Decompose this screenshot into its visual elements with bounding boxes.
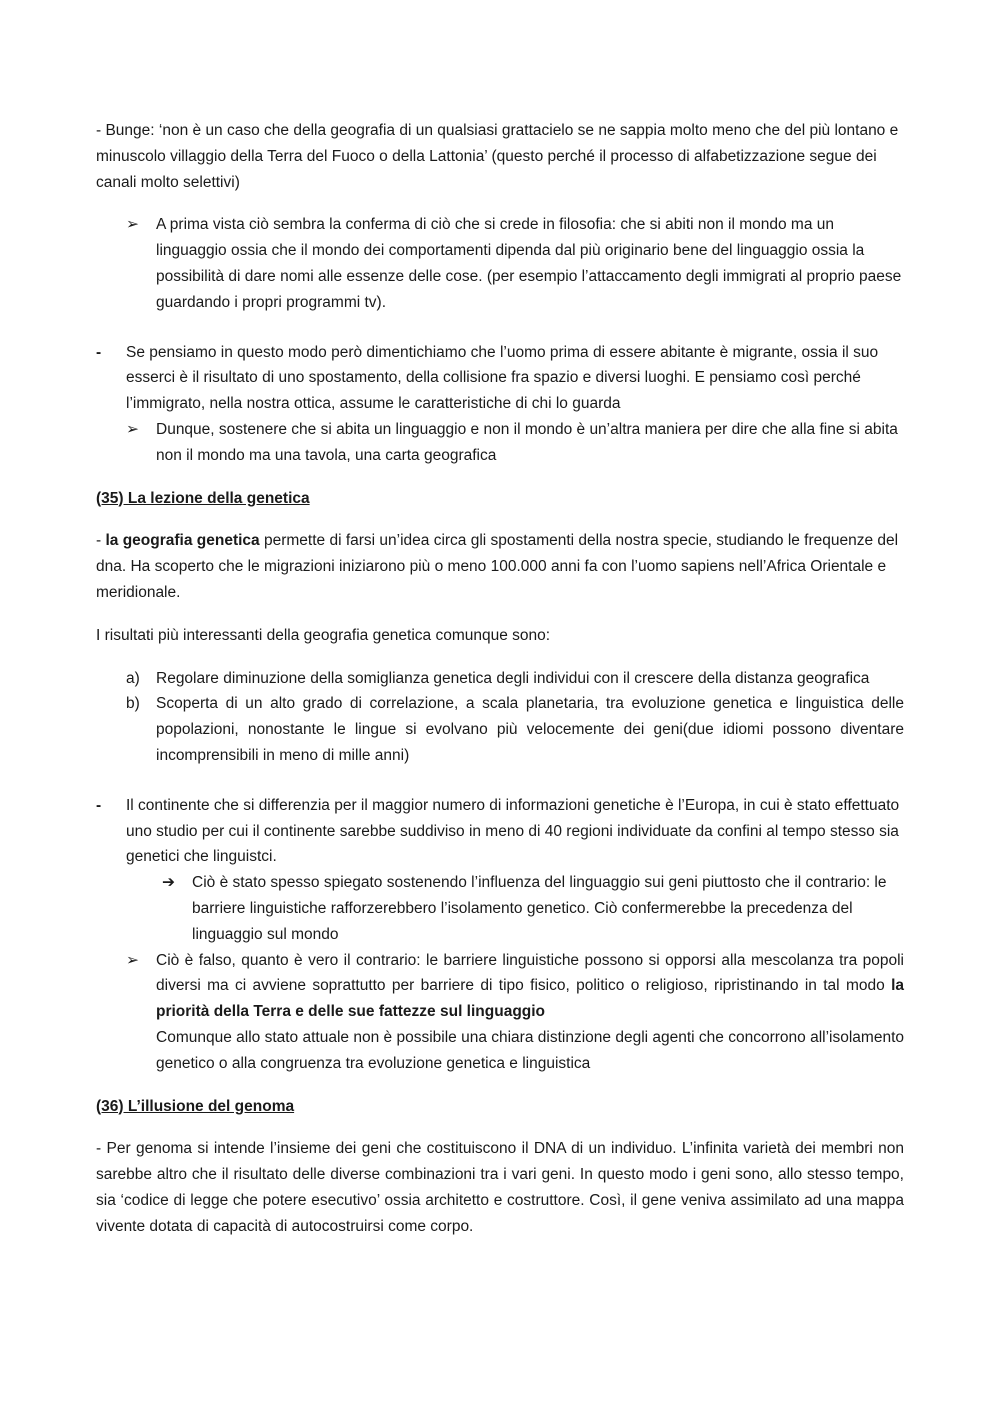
list-item-b [96,691,904,768]
list-item-a [96,666,904,692]
spacer [96,769,904,793]
bullet-item-linguaggio [96,417,904,469]
paragraph-prefix: - [96,532,106,550]
paragraph-bunge: - Bunge: ‘non è un caso che della geografia di un qualsiasi grattacielo se ne sappia molto meno che del più lontano e minuscolo villaggio della Terra del Fuoco o della Lattonia’ (questo perché il processo di alfabetizzazione segue dei canali molto selettivi) [96,122,899,191]
paragraph-genoma: - Per genoma si intende l’insieme dei geni che costituiscono il DNA di un individuo. L’infinita varietà dei membri non sarebbe altro che il risultato delle diverse combinazioni tra i vari geni. In questo modo i geni sono, allo stesso tempo, sia ‘codice di legge che potere esecutivo’ ossia architetto e costruttore. Così, il gene veniva assimilato ad una mappa vivente dotata di capacità di autocostruirsi come corpo. [96,1140,904,1235]
section-heading-35: (35) La lezione della genetica [96,489,310,507]
bullet-text [156,948,904,1077]
bullet-item-falso [96,948,904,1077]
list-text: Regolare diminuzione della somiglianza genetica degli individui con il crescere della distanza geografica [156,669,870,687]
spacer [96,316,904,340]
bullet-item-filosofia [96,212,904,315]
dash-bullet: - [96,796,102,814]
right-arrow-icon: ➔ [162,874,175,892]
dash-text: Il continente che si differenzia per il maggior numero di informazioni genetiche è l’Europa, in cui è stato effettuato uno studio per cui il continente sarebbe suddiviso in meno di 40 regioni individuate da confini al tempo stesso sia genetici che linguistci. [126,796,900,866]
bullet-text-continued: Comunque allo stato attuale non è possibile una chiara distinzione degli agenti che concorrono all’isolamento genetico o alla congruenza tra evoluzione genetica e linguistica [156,1028,904,1072]
bullet-text: Dunque, sostenere che si abita un linguaggio e non il mondo è un’altra maniera per dire che alla fine si abita non il mondo ma una tavola, una carta geografica [156,420,898,464]
dash-item-europa [96,793,904,870]
arrow-bullet-icon: ➢ [126,216,139,234]
bold-phrase: la priorità della Terra e delle sue fattezze sul linguaggio [156,977,904,1021]
bullet-text: A prima vista ciò sembra la conferma di ciò che si crede in filosofia: che si abiti non il mondo ma un linguaggio ossia che il mondo dei comportamenti dipenda dal più originario bene del linguaggio ossia la possibilità di dare nomi alle essenze delle cose. (per esempio l’attaccamento degli immigrati al proprio paese guardando i propri programmi tv). [156,216,902,311]
dash-bullet: - [96,343,102,361]
sub-bullet-text: Ciò è stato spesso spiegato sostenendo l’influenza del linguaggio sui geni piuttosto che il contrario: le barriere linguistiche rafforzerebbero l’isolamento genetico. Ciò confermerebbe la precedenza del linguaggio sul mondo [192,874,887,943]
paragraph-geografia-genetica [96,528,904,605]
paragraph-rest: permette di farsi un’idea circa gli spostamenti della nostra specie, studiando le frequenze del dna. Ha scoperto che le migrazioni iniziarono più o meno 100.000 anni fa con l’uomo sapiens nell’Africa Orientale e meridionale. [96,532,899,601]
section-heading-36: (36) L’illusione del genoma [96,1097,295,1115]
list-marker: b) [126,695,140,713]
dash-text: Se pensiamo in questo modo però dimentichiamo che l’uomo prima di essere abitante è migrante, ossia il suo esserci è il risultato di uno spostamento, della collisione fra spazio e diversi luoghi. E pensiamo così perché l’immigrato, nella nostra ottica, assume le caratteristiche di chi lo guarda [126,343,879,413]
arrow-bullet-icon: ➢ [126,420,139,438]
list-marker: a) [126,669,140,687]
document-page [96,118,904,1256]
arrow-bullet-icon: ➢ [126,951,139,969]
paragraph-risultati: I risultati più interessanti della geografia genetica comunque sono: [96,626,551,644]
list-text: Scoperta di un alto grado di correlazione, a scala planetaria, tra evoluzione genetica e linguistica delle popolazioni, nonostante le lingue si evolvano più velocemente dei geni(due idiomi possono diventare incomprensibili in meno di mille anni) [156,695,904,764]
bullet-text-main: Ciò è falso, quanto è vero il contrario: le barriere linguistiche possono si opporsi alla mescolanza tra popoli diversi ma ci avviene soprattutto per barriere di tipo fisico, politico o religioso, ripristinando in tal modo [156,951,904,995]
sub-bullet-item-spiegato [96,870,904,947]
bold-term: la geografia genetica [105,532,260,550]
dash-item-migrante [96,340,904,417]
